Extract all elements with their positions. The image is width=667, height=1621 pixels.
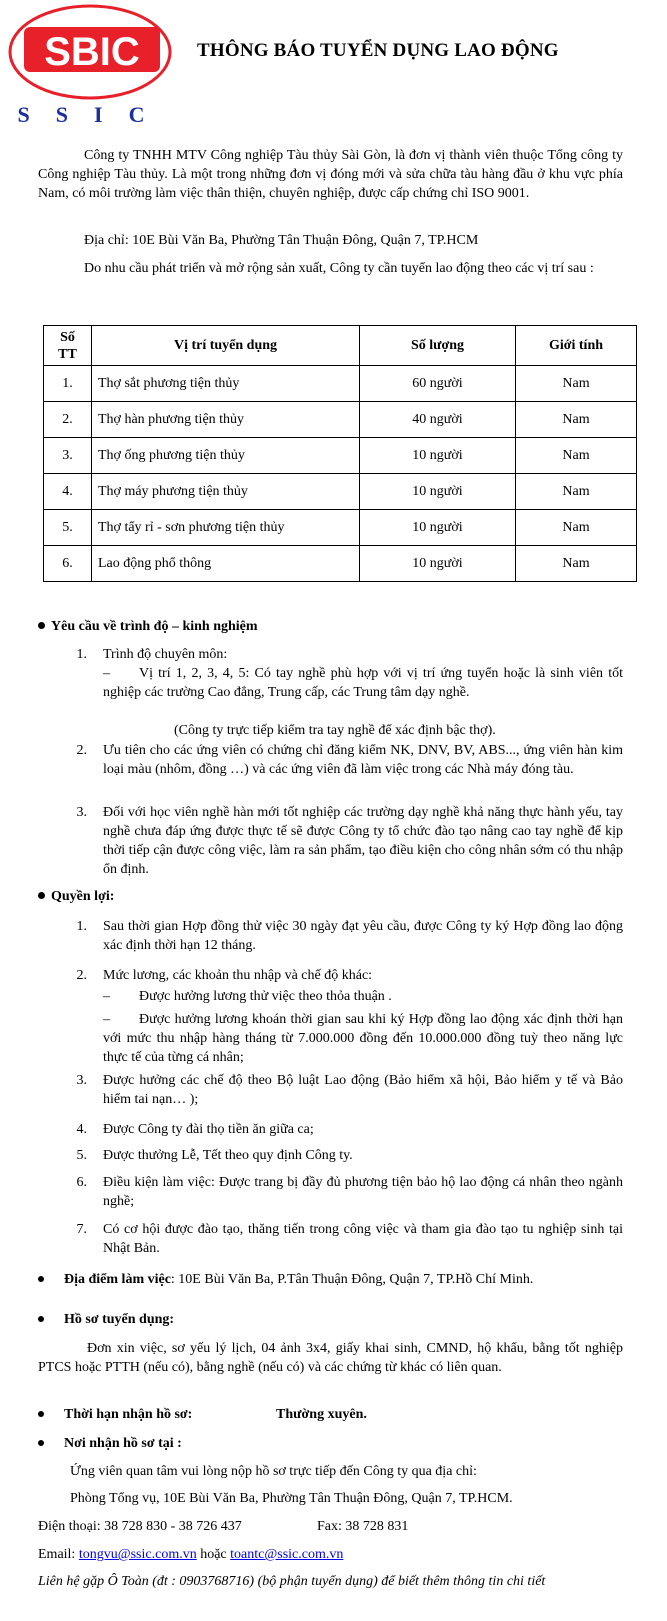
list-number: 3.: [76, 805, 87, 820]
table-header-row: [44, 326, 637, 366]
row-number: 2.: [44, 402, 92, 438]
table-row: [44, 438, 637, 474]
submit-instruction: Ứng viên quan tâm vui lòng nộp hồ sơ trực tiếp đến Công ty qua địa chỉ:: [70, 1464, 477, 1479]
row-quantity: 10 người: [360, 546, 516, 582]
logo-mark-text: SBIC: [44, 30, 140, 74]
email-label: Email:: [38, 1547, 76, 1562]
table-row: [44, 510, 637, 546]
company-address: Địa chỉ: 10E Bùi Văn Ba, Phường Tân Thuận Đông, Quận 7, TP.HCM: [84, 233, 479, 248]
submit-heading: Nơi nhận hồ sơ tại :: [64, 1436, 182, 1451]
benefit-item: Được Công ty đài thọ tiền ăn giữa ca;: [103, 1122, 314, 1137]
requirements-heading: Yêu cầu về trình độ – kinh nghiệm: [38, 617, 258, 636]
list-number: 6.: [76, 1175, 87, 1190]
hiring-intro: Do nhu cầu phát triển và mở rộng sản xuất, Công ty cần tuyển lao động theo các vị trí sau :: [84, 261, 594, 276]
list-number: 7.: [76, 1222, 87, 1237]
table-row: [44, 546, 637, 582]
row-quantity: 10 người: [360, 474, 516, 510]
requirement-note: (Công ty trực tiếp kiểm tra tay nghề để xác định bậc thợ).: [174, 723, 496, 738]
list-number: 1.: [76, 919, 87, 934]
col-header-gender: Giới tính: [516, 326, 637, 366]
row-gender: Nam: [516, 510, 637, 546]
row-number: 3.: [44, 438, 92, 474]
work-location: Địa điểm làm việc: 10E Bùi Văn Ba, P.Tân Thuận Đông, Quận 7, TP.Hồ Chí Minh.: [64, 1272, 534, 1287]
row-gender: Nam: [516, 546, 637, 582]
row-position: Thợ ống phương tiện thủy: [92, 438, 360, 474]
list-number: 5.: [76, 1148, 87, 1163]
bullet-icon: [38, 1434, 54, 1453]
row-number: 6.: [44, 546, 92, 582]
row-quantity: 10 người: [360, 510, 516, 546]
list-number: 1.: [76, 647, 87, 662]
table-row: [44, 366, 637, 402]
page-title: THÔNG BÁO TUYỂN DỤNG LAO ĐỘNG: [197, 40, 559, 61]
email-link-toantc[interactable]: toantc@ssic.com.vn: [230, 1547, 344, 1562]
dash-icon: –: [103, 1012, 110, 1027]
benefit-item: Có cơ hội được đào tạo, thăng tiến trong công việc và tham gia đào tạo tu nghiệp sinh tại Nhật Bản.: [103, 1222, 623, 1256]
benefit-item: Được thưởng Lễ, Tết theo quy định Công ty.: [103, 1148, 353, 1163]
deadline-label: Thời hạn nhận hồ sơ:: [64, 1407, 193, 1422]
contact-phone: Điện thoại: 38 728 830 - 38 726 437: [38, 1519, 242, 1534]
row-number: 4.: [44, 474, 92, 510]
row-number: 5.: [44, 510, 92, 546]
email-link-tongvu[interactable]: tongvu@ssic.com.vn: [78, 1547, 197, 1562]
table-row: [44, 474, 637, 510]
submit-address: Phòng Tổng vụ, 10E Bùi Văn Ba, Phường Tân Thuận Đông, Quận 7, TP.HCM.: [70, 1491, 513, 1506]
bullet-icon: [38, 1270, 54, 1289]
requirement-item: Ưu tiên cho các ứng viên có chứng chỉ đăng kiểm NK, DNV, BV, ABS..., ứng viên hàn kim loại màu (nhôm, đồng …) và các ứng viên đã làm việc trong các Nhà máy đóng tàu.: [103, 743, 623, 777]
intro-paragraph: Công ty TNHH MTV Công nghiệp Tàu thủy Sài Gòn, là đơn vị thành viên thuộc Tổng công ty Công nghiệp Tàu thủy. Là một trong những đơn vị đóng mới và sửa chữa tàu hàng đầu ở khu vực phía Nam, có môi trường làm việc thân thiện, chuyên nghiệp, được cấp chứng chỉ ISO 9001.: [38, 148, 623, 201]
logo-sub-text: SSIC: [17, 102, 171, 124]
list-number: 4.: [76, 1122, 87, 1137]
bullet-icon: [38, 1405, 54, 1424]
row-position: Thợ máy phương tiện thủy: [92, 474, 360, 510]
benefit-subitem: Được hưởng lương khoán thời gian sau khi ký Hợp đồng lao động xác định thời hạn với mức thu nhập hàng tháng từ 7.000.000 đồng đến 10.000.000 đồng tuỳ theo năng lực thực tế của từng cá nhân;: [103, 1012, 623, 1065]
row-position: Thợ tẩy rỉ - sơn phương tiện thủy: [92, 510, 360, 546]
bullet-icon: [38, 622, 45, 629]
dossier-text: Đơn xin việc, sơ yếu lý lịch, 04 ảnh 3x4, giấy khai sinh, CMND, hộ khẩu, bằng tốt nghiệp PTCS hoặc PTTH (nếu có), bằng nghề (nếu có) và các chứng từ khác có liên quan.: [38, 1341, 623, 1375]
row-position: Thợ hàn phương tiện thủy: [92, 402, 360, 438]
row-number: 1.: [44, 366, 92, 402]
bullet-icon: [38, 892, 45, 899]
row-quantity: 10 người: [360, 438, 516, 474]
row-gender: Nam: [516, 366, 637, 402]
benefit-item: Sau thời gian Hợp đồng thử việc 30 ngày đạt yêu cầu, được Công ty ký Hợp đồng lao động xác định thời hạn 12 tháng.: [103, 919, 623, 953]
deadline-value: Thường xuyên.: [276, 1407, 367, 1422]
requirement-item: Đối với học viên nghề hàn mới tốt nghiệp các trường dạy nghề khả năng thực hành yếu, tay nghề chưa đáp ứng được thực tế sẽ được Công ty tổ chức đào tạo nâng cao tay nghề để kịp thời tiếp cận được công việc, làm ra sản phẩm, tạo điều kiện cho công nhân sớm có thu nhập ổn định.: [103, 805, 623, 877]
list-number: 3.: [76, 1073, 87, 1088]
row-quantity: 40 người: [360, 402, 516, 438]
contact-note: Liên hệ gặp Ô Toàn (đt : 0903768716) (bộ phận tuyển dụng) để biết thêm thông tin chi tiết: [38, 1574, 546, 1589]
row-gender: Nam: [516, 438, 637, 474]
col-header-position: Vị trí tuyển dụng: [92, 326, 360, 366]
col-header-quantity: Số lượng: [360, 326, 516, 366]
dash-icon: –: [103, 666, 110, 681]
dash-icon: –: [103, 989, 110, 1004]
contact-fax: Fax: 38 728 831: [317, 1519, 409, 1534]
dossier-heading: Hồ sơ tuyển dụng:: [64, 1312, 175, 1327]
row-position: Thợ sắt phương tiện thủy: [92, 366, 360, 402]
contact-email-row: [38, 1545, 343, 1564]
table-row: [44, 402, 637, 438]
positions-table: [43, 325, 637, 582]
benefit-subitem: Được hưởng lương thử việc theo thỏa thuận .: [139, 989, 392, 1004]
row-gender: Nam: [516, 402, 637, 438]
company-logo: [4, 2, 180, 124]
col-header-number: Số TT: [44, 326, 92, 366]
benefit-item: Mức lương, các khoản thu nhập và chế độ khác:: [103, 968, 373, 983]
benefits-heading: Quyền lợi:: [38, 887, 114, 906]
row-quantity: 60 người: [360, 366, 516, 402]
requirement-item: Trình độ chuyên môn:: [103, 647, 228, 662]
row-position: Lao động phổ thông: [92, 546, 360, 582]
email-or: hoặc: [200, 1547, 227, 1562]
requirement-subitem: Vị trí 1, 2, 3, 4, 5: Có tay nghề phù hợp với vị trí ứng tuyển hoặc là sinh viên tốt nghiệp các trường Cao đẳng, Trung cấp, các Trung tâm dạy nghề.: [103, 666, 623, 700]
row-gender: Nam: [516, 474, 637, 510]
list-number: 2.: [76, 743, 87, 758]
list-number: 2.: [76, 968, 87, 983]
bullet-icon: [38, 1310, 54, 1329]
benefit-item: Điều kiện làm việc: Được trang bị đầy đủ phương tiện bảo hộ lao động cá nhân theo ngành nghề;: [103, 1175, 623, 1209]
benefit-item: Được hưởng các chế độ theo Bộ luật Lao động (Bảo hiểm xã hội, Bảo hiểm y tế và Bảo hiểm tai nạn… );: [103, 1073, 623, 1107]
